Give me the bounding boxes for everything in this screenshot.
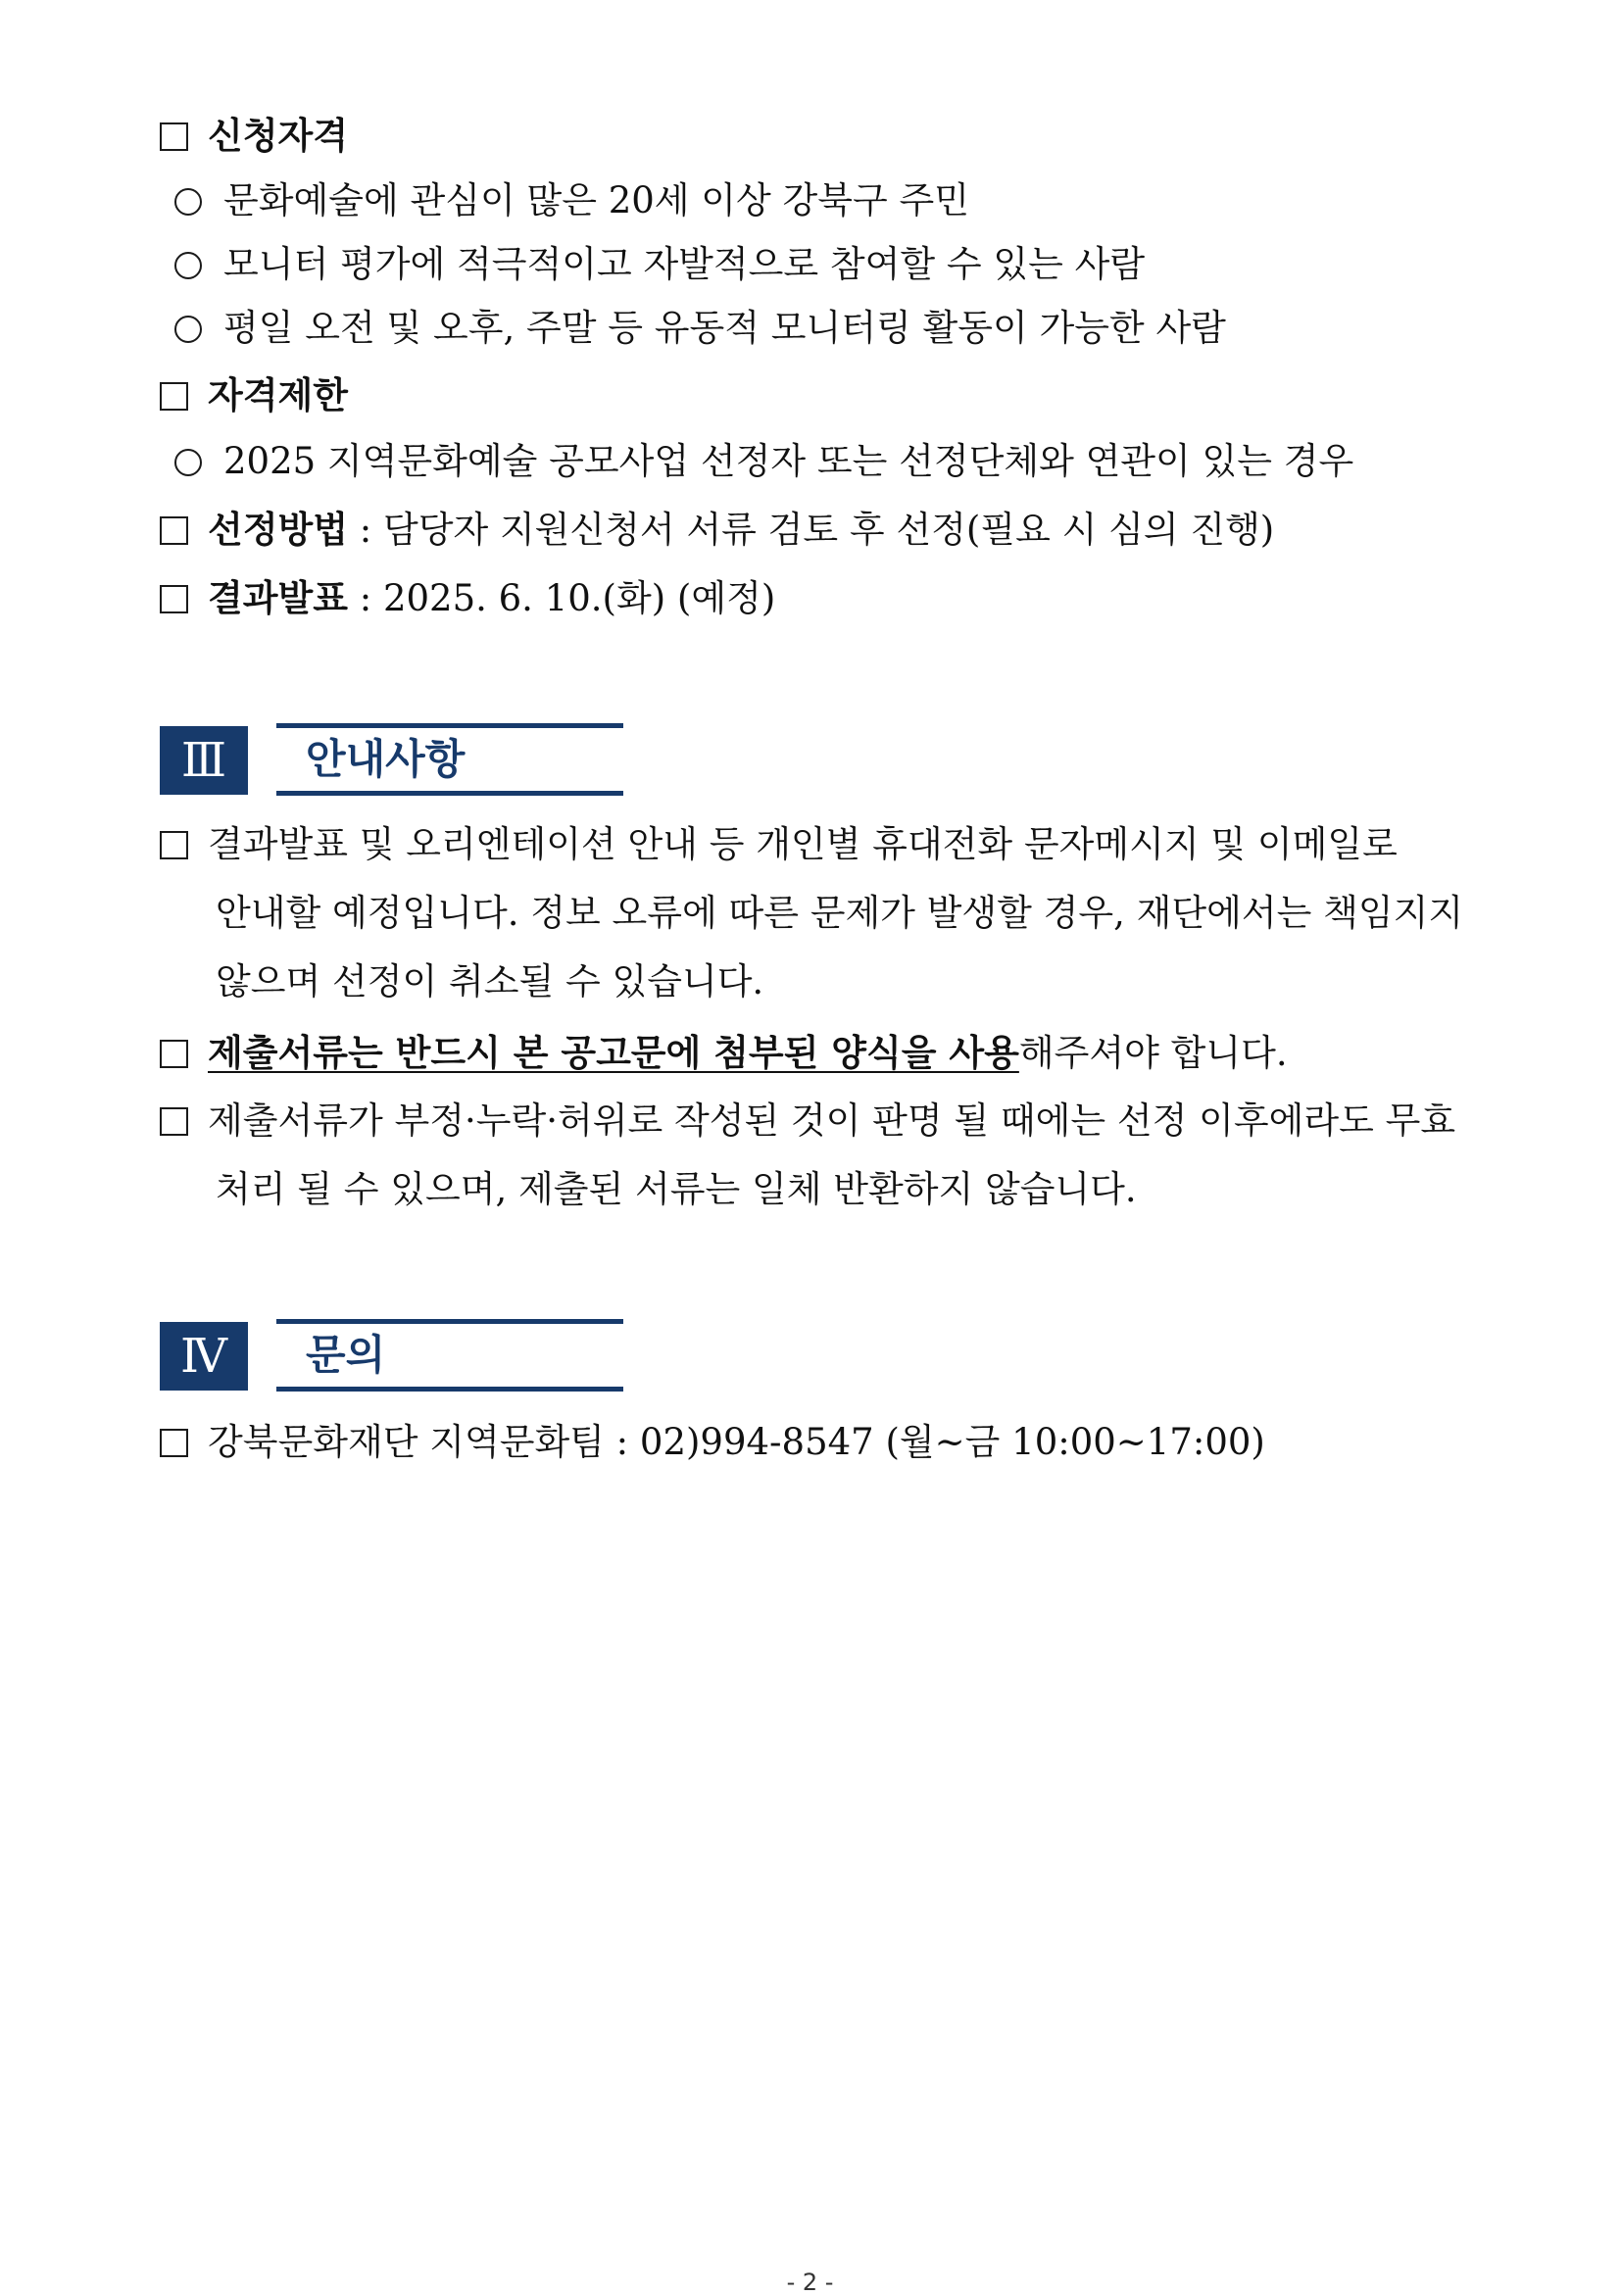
circle-bullet-icon xyxy=(174,316,202,343)
selection-method: 선정방법 : 담당자 지원신청서 서류 검토 후 선정(필요 시 심의 진행) xyxy=(160,506,1274,554)
section-number: Ⅳ xyxy=(160,1322,248,1391)
notice-item: 제출서류는 반드시 본 공고문에 첨부된 양식을 사용해주셔야 합니다. xyxy=(160,1029,1288,1077)
notice-item-continuation: 안내할 예정입니다. 정보 오류에 따른 문제가 발생할 경우, 재단에서는 책임지지 xyxy=(216,892,1464,934)
eligibility-heading: 신청자격 xyxy=(160,112,348,160)
checkbox-square-icon xyxy=(160,831,188,859)
restriction-item: 2025 지역문화예술 공모사업 선정자 또는 선정단체와 연관이 있는 경우 xyxy=(174,438,1353,485)
eligibility-item: 모니터 평가에 적극적이고 자발적으로 참여할 수 있는 사람 xyxy=(174,241,1145,288)
result-announcement: 결과발표 : 2025. 6. 10.(화) (예정) xyxy=(160,574,775,622)
circle-bullet-icon xyxy=(174,188,202,216)
page-number: - 2 - xyxy=(786,2269,834,2296)
section-title: 안내사항 xyxy=(276,723,623,796)
notice-item-continuation: 처리 될 수 있으며, 제출된 서류는 일체 반환하지 않습니다. xyxy=(216,1168,1137,1210)
contact-info: 강북문화재단 지역문화팀 : 02)994-8547 (월~금 10:00~17:00) xyxy=(160,1419,1265,1466)
checkbox-square-icon xyxy=(160,122,188,151)
notice-item: 제출서류가 부정·누락·허위로 작성된 것이 판명 될 때에는 선정 이후에라도 무효 xyxy=(160,1098,1455,1145)
checkbox-square-icon xyxy=(160,1107,188,1136)
circle-bullet-icon xyxy=(174,252,202,279)
eligibility-item: 평일 오전 및 오후, 주말 등 유동적 모니터링 활동이 가능한 사람 xyxy=(174,305,1226,352)
section-title: 문의 xyxy=(276,1319,623,1392)
circle-bullet-icon xyxy=(174,449,202,476)
restriction-heading: 자격제한 xyxy=(160,371,348,419)
checkbox-square-icon xyxy=(160,1040,188,1068)
checkbox-square-icon xyxy=(160,516,188,545)
eligibility-item: 문화예술에 관심이 많은 20세 이상 강북구 주민 xyxy=(174,177,969,224)
notice-item: 결과발표 및 오리엔테이션 안내 등 개인별 휴대전화 문자메시지 및 이메일로 xyxy=(160,821,1398,868)
section-number: Ⅲ xyxy=(160,726,248,795)
checkbox-square-icon xyxy=(160,585,188,613)
checkbox-square-icon xyxy=(160,1429,188,1457)
notice-item-continuation: 않으며 선정이 취소될 수 있습니다. xyxy=(216,960,764,1002)
checkbox-square-icon xyxy=(160,382,188,411)
